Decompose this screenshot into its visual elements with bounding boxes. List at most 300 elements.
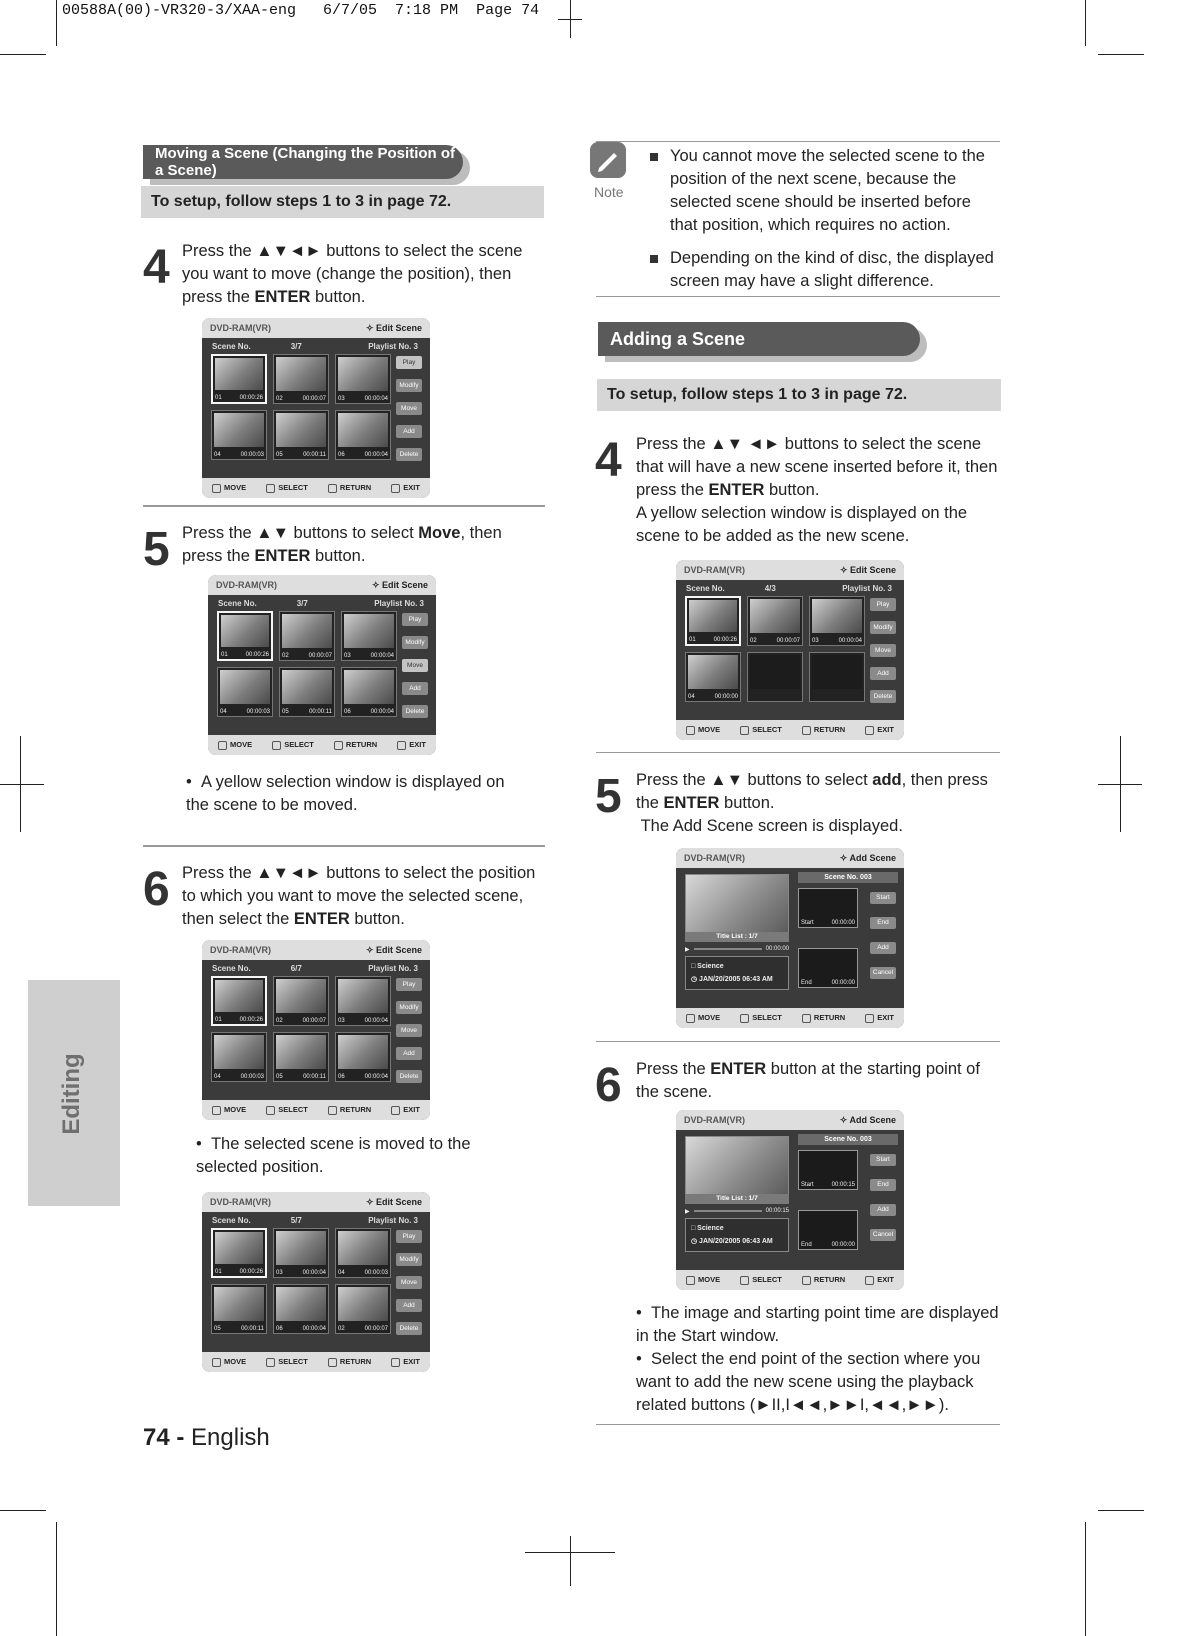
add-scene-screen (676, 848, 904, 1028)
step-text: Press the ▲▼◄► buttons to select the scene you want to move (change the position), then press the ENTER button. (182, 242, 523, 306)
scene-index: 03 (338, 396, 345, 402)
thumbnail-image (282, 614, 332, 648)
disc-type: DVD-RAM(VR) (210, 945, 271, 955)
step-number: 6 (143, 863, 170, 916)
window-label: End (801, 980, 812, 986)
screen-menu (396, 1230, 422, 1345)
registration-mark (558, 19, 582, 20)
playlist-no: Playlist No. 3 (374, 599, 424, 608)
scene-no-label: Scene No. (212, 1216, 251, 1225)
menu-option: Delete (402, 705, 428, 718)
thumbnail-image (282, 670, 332, 704)
scene-thumbnail (335, 976, 391, 1026)
scene-count: 3/7 (296, 599, 308, 608)
scene-duration: 00:00:04 (370, 709, 394, 715)
menu-option: Delete (396, 1322, 422, 1335)
menu-option: Add (870, 667, 896, 680)
scene-duration: 00:00:11 (241, 1326, 264, 1332)
scene-index: 03 (344, 653, 351, 659)
menu-option: Cancel (870, 1229, 896, 1241)
scene-duration: 00:00:04 (370, 653, 394, 659)
scene-index: 02 (282, 653, 289, 659)
scene-duration: 00:00:04 (302, 1270, 326, 1276)
note-item: You cannot move the selected scene to the position of the next scene, because the selected scene should be inserted before that position, which requires no action. (646, 145, 1002, 237)
playlist-no: Playlist No. 3 (368, 1216, 418, 1225)
footer-hint: MOVE (212, 1357, 246, 1367)
window-label: Start (801, 920, 814, 926)
playlist-no: Playlist No. 3 (368, 342, 418, 351)
screen-menu (870, 892, 896, 992)
scene-index: 06 (276, 1326, 283, 1332)
thumbnail-image (214, 1035, 264, 1069)
disc-type: DVD-RAM(VR) (684, 1115, 745, 1125)
footer-hint: SELECT (266, 483, 308, 493)
scene-index: 02 (338, 1326, 345, 1332)
setup-bar: To setup, follow steps 1 to 3 in page 72. (141, 186, 544, 218)
thumbnail-caption (689, 637, 737, 643)
scene-thumbnail (279, 667, 335, 717)
menu-option: Add (396, 1047, 422, 1060)
divider (596, 1041, 1000, 1042)
thumbnail-grid (211, 1228, 391, 1334)
window-caption (801, 1242, 855, 1248)
scene-duration: 00:00:03 (246, 709, 270, 715)
scene-duration: 00:00:03 (364, 1270, 388, 1276)
remote-key-icon (391, 1358, 400, 1367)
remote-key-icon (686, 726, 695, 735)
title-date: ◷ JAN/20/2005 06:43 AM (691, 1238, 773, 1245)
menu-option: Delete (396, 448, 422, 461)
scene-index: 06 (338, 1074, 345, 1080)
scene-index: 01 (215, 1017, 222, 1023)
bullet-note: • A yellow selection window is displayed on the scene to be moved. (186, 773, 505, 814)
footer-hint: RETURN (328, 1105, 371, 1115)
screen-title: ✧ Add Scene (839, 1114, 896, 1125)
scene-index: 01 (215, 395, 222, 401)
remote-key-icon (334, 741, 343, 750)
scene-window (798, 888, 858, 928)
thumbnail-image (688, 655, 738, 689)
menu-option: Play (396, 356, 422, 369)
window-label: Start (801, 1182, 814, 1188)
thumbnail-image (276, 413, 326, 447)
thumbnail-caption (338, 396, 388, 402)
menu-option: Modify (870, 621, 896, 634)
bullet-note: • The selected scene is moved to the selected position. (196, 1135, 471, 1176)
remote-key-icon (740, 1014, 749, 1023)
scene-number: Scene No. 003 (798, 1134, 898, 1145)
scene-thumbnail (341, 611, 397, 661)
scene-thumbnail (279, 611, 335, 661)
remote-key-icon (802, 1014, 811, 1023)
menu-option: Play (870, 598, 896, 611)
scene-index: 05 (276, 1074, 283, 1080)
screen-menu (870, 1154, 896, 1254)
scene-thumbnail (335, 1284, 391, 1334)
footer-hint: RETURN (334, 740, 377, 750)
step-number: 5 (143, 523, 170, 576)
screen-title-bar (676, 560, 904, 580)
thumbnail-image (214, 413, 264, 447)
thumbnail-caption (214, 452, 264, 458)
disc-type: DVD-RAM(VR) (684, 853, 745, 863)
crop-mark (1098, 1510, 1144, 1511)
screen-footer (202, 1352, 430, 1372)
scene-window (798, 1210, 858, 1250)
remote-key-icon (218, 741, 227, 750)
scene-thumbnail (335, 410, 391, 460)
crop-mark (56, 1522, 57, 1636)
footer-hint: MOVE (212, 1105, 246, 1115)
thumbnail-image (215, 980, 263, 1012)
thumbnail-caption (276, 1270, 326, 1276)
scene-thumbnail (809, 596, 865, 646)
scene-duration: 00:00:26 (239, 395, 263, 401)
menu-option: Delete (870, 690, 896, 703)
scene-count: 6/7 (290, 964, 302, 973)
scene-duration: 00:00:04 (364, 1074, 388, 1080)
footer-hint: EXIT (391, 1357, 420, 1367)
screen-footer (202, 1100, 430, 1120)
registration-mark (0, 784, 44, 785)
thumbnail-image (344, 670, 394, 704)
window-caption (801, 1182, 855, 1188)
window-time: 00:00:00 (831, 980, 855, 986)
screen-title-bar (202, 318, 430, 338)
scene-thumbnail (685, 652, 741, 702)
footer-hint: MOVE (212, 483, 246, 493)
remote-key-icon (272, 741, 281, 750)
footer-hint: RETURN (802, 1275, 845, 1285)
bullet-list (636, 1302, 1000, 1417)
scene-index: 03 (276, 1270, 283, 1276)
menu-option: Move (402, 659, 428, 672)
thumbnail-image (344, 614, 394, 648)
section-banner: Adding a Scene (598, 322, 920, 356)
scene-thumbnail (211, 1228, 267, 1278)
window-label: End (801, 1242, 812, 1248)
thumbnail-caption (688, 694, 738, 700)
thumbnail-caption (276, 1074, 326, 1080)
remote-key-icon (802, 1276, 811, 1285)
screen-menu (870, 598, 896, 713)
screen-footer (676, 720, 904, 740)
footer-hint: RETURN (802, 1013, 845, 1023)
thumbnail-caption (215, 1269, 263, 1275)
footer-hint: MOVE (218, 740, 252, 750)
thumbnail-image (338, 1231, 388, 1265)
disc-type: DVD-RAM(VR) (216, 580, 277, 590)
scene-duration: 00:00:26 (245, 652, 269, 658)
scene-duration: 00:00:07 (776, 638, 800, 644)
thumbnail-caption (338, 1326, 388, 1332)
scene-index: 01 (689, 637, 696, 643)
menu-option: Add (870, 1204, 896, 1216)
scene-thumbnail (335, 1228, 391, 1278)
scene-thumbnail (217, 667, 273, 717)
screen-title: ✧ Add Scene (839, 852, 896, 863)
step-text: Press the ▲▼ ◄► buttons to select the scene that will have a new scene inserted before it, then press the ENTER button. A yellow selection window is displayed on the scene to be added as the new scene. (636, 435, 998, 545)
scene-duration: 00:00:26 (239, 1269, 263, 1275)
menu-option: Play (396, 978, 422, 991)
bullet-item: • The image and starting point time are displayed in the Start window. (636, 1304, 999, 1345)
scene-duration: 00:00:00 (714, 694, 738, 700)
thumbnail-image (812, 655, 862, 689)
scene-thumbnail (341, 667, 397, 717)
edit-scene-screen (202, 940, 430, 1120)
remote-key-icon (212, 1358, 221, 1367)
step-number: 5 (595, 770, 622, 823)
crop-mark (1098, 54, 1144, 55)
remote-key-icon (740, 726, 749, 735)
thumbnail-caption (276, 1018, 326, 1024)
remote-key-icon (266, 1106, 275, 1115)
scene-duration: 00:00:07 (364, 1326, 388, 1332)
remote-key-icon (802, 726, 811, 735)
note-pencil-icon (590, 142, 626, 178)
scene-thumbnail (335, 354, 391, 404)
thumbnail-image (276, 979, 326, 1013)
scene-thumbnail (809, 652, 865, 702)
menu-option: Modify (396, 1253, 422, 1266)
footer-hint: SELECT (740, 1013, 782, 1023)
menu-option: Move (870, 644, 896, 657)
menu-option: Move (396, 1024, 422, 1037)
scene-thumbnail (211, 976, 267, 1026)
scene-index: 02 (750, 638, 757, 644)
remote-key-icon (865, 1014, 874, 1023)
title-info (685, 1218, 789, 1252)
scene-no-label: Scene No. (212, 964, 251, 973)
thumbnail-caption (282, 709, 332, 715)
menu-option: Play (396, 1230, 422, 1243)
scene-duration: 00:00:04 (302, 1326, 326, 1332)
scene-index: 01 (221, 652, 228, 658)
scene-index: 01 (215, 1269, 222, 1275)
thumbnail-caption (221, 652, 269, 658)
screen-footer (208, 735, 436, 755)
scene-duration: 00:00:07 (308, 653, 332, 659)
footer-hint: SELECT (740, 725, 782, 735)
screen-menu (396, 978, 422, 1093)
screen-footer (676, 1270, 904, 1290)
remote-key-icon (328, 1358, 337, 1367)
scene-thumbnail (211, 1284, 267, 1334)
remote-key-icon (391, 1106, 400, 1115)
scene-info (686, 584, 892, 593)
scene-no-label: Scene No. (212, 342, 251, 351)
window-caption (801, 980, 855, 986)
remote-key-icon (328, 484, 337, 493)
step-number: 6 (595, 1059, 622, 1112)
footer-hint: EXIT (391, 1105, 420, 1115)
play-icon: ▶ (685, 946, 690, 953)
screen-title-bar (202, 1192, 430, 1212)
remote-key-icon (391, 484, 400, 493)
note-label: Note (594, 184, 624, 200)
footer-hint: RETURN (328, 483, 371, 493)
edit-scene-screen (676, 560, 904, 740)
menu-option: Add (402, 682, 428, 695)
title-list: Title List : 1/7 (685, 932, 789, 942)
scene-window (798, 1150, 858, 1190)
screen-title-bar (676, 848, 904, 868)
footer-hint: EXIT (397, 740, 426, 750)
crop-mark (1085, 0, 1086, 46)
thumbnail-caption (750, 638, 800, 644)
scene-no-label: Scene No. (686, 584, 725, 593)
menu-option: Add (870, 942, 896, 954)
crop-mark (0, 1510, 46, 1511)
menu-option: End (870, 917, 896, 929)
scene-index: 04 (338, 1270, 345, 1276)
footer-hint: SELECT (272, 740, 314, 750)
title-date: ◷ JAN/20/2005 06:43 AM (691, 976, 773, 983)
screen-footer (676, 1008, 904, 1028)
bullet-item: • Select the end point of the section where you want to add the new scene using the playback related buttons (►II,I◄◄,►►I,◄◄,►►). (636, 1350, 981, 1414)
divider (596, 141, 1000, 142)
section-tab-label: Editing (58, 1053, 85, 1135)
footer-hint: SELECT (740, 1275, 782, 1285)
playback-bar (685, 1207, 789, 1215)
scene-index: 03 (812, 638, 819, 644)
step-text: Press the ▲▼ buttons to select add, then press the ENTER button. The Add Scene screen is displayed. (636, 771, 988, 835)
disc-type: DVD-RAM(VR) (210, 1197, 271, 1207)
thumbnail-grid (217, 611, 397, 717)
scene-info (212, 342, 418, 351)
page-number: 74 - English (143, 1424, 270, 1451)
scene-thumbnail (273, 410, 329, 460)
scene-index: 06 (338, 452, 345, 458)
scene-index: 03 (338, 1018, 345, 1024)
playback-time: 00:00:15 (765, 1208, 789, 1214)
menu-option: Start (870, 1154, 896, 1166)
scene-thumbnail (273, 976, 329, 1026)
thumbnail-image (338, 1035, 388, 1069)
playlist-no: Playlist No. 3 (842, 584, 892, 593)
thumbnail-caption (338, 1018, 388, 1024)
thumbnail-image (215, 1232, 263, 1264)
scene-count: 3/7 (290, 342, 302, 351)
scene-index: 05 (282, 709, 289, 715)
scene-thumbnail (273, 1284, 329, 1334)
thumbnail-image (221, 615, 269, 647)
scene-thumbnail (747, 596, 803, 646)
scene-duration: 00:00:04 (838, 638, 862, 644)
playlist-no: Playlist No. 3 (368, 964, 418, 973)
remote-key-icon (266, 484, 275, 493)
scene-duration: 00:00:03 (240, 1074, 264, 1080)
menu-option: Move (396, 1276, 422, 1289)
add-scene-screen (676, 1110, 904, 1290)
print-header: 00588A(00)-VR320-3/XAA-eng 6/7/05 7:18 PM Page 74 (62, 2, 540, 19)
scene-duration: 00:00:04 (364, 452, 388, 458)
footer-hint: MOVE (686, 1275, 720, 1285)
scene-index: 04 (214, 452, 221, 458)
thumbnail-image (220, 670, 270, 704)
menu-option: Add (396, 425, 422, 438)
screen-menu (402, 613, 428, 728)
scene-thumbnail (211, 354, 267, 404)
footer-hint: SELECT (266, 1105, 308, 1115)
screen-title-bar (202, 940, 430, 960)
thumbnail-image (214, 1287, 264, 1321)
screen-title: ✧ Edit Scene (371, 579, 428, 590)
remote-key-icon (212, 484, 221, 493)
scene-thumbnail (273, 354, 329, 404)
scene-info (212, 1216, 418, 1225)
progress-track (694, 1210, 762, 1212)
scene-info (218, 599, 424, 608)
thumbnail-image (338, 413, 388, 447)
thumbnail-caption (214, 1326, 264, 1332)
divider (143, 845, 545, 847)
crop-mark (1085, 1522, 1086, 1636)
thumbnail-image (215, 358, 263, 390)
scene-index: 04 (688, 694, 695, 700)
menu-option: Modify (396, 1001, 422, 1014)
scene-thumbnail (685, 596, 741, 646)
footer-hint: EXIT (391, 483, 420, 493)
scene-duration: 00:00:11 (303, 1074, 326, 1080)
thumbnail-image (276, 1287, 326, 1321)
scene-duration: 00:00:11 (303, 452, 326, 458)
screen-title: ✧ Edit Scene (839, 564, 896, 575)
divider (143, 505, 545, 507)
scene-thumbnail (747, 652, 803, 702)
thumbnail-caption (338, 452, 388, 458)
thumbnail-image (812, 599, 862, 633)
scene-duration: 00:00:07 (302, 396, 326, 402)
edit-scene-screen (202, 1192, 430, 1372)
divider (596, 296, 1000, 297)
menu-option: Cancel (870, 967, 896, 979)
thumbnail-caption (276, 452, 326, 458)
scene-index: 02 (276, 1018, 283, 1024)
screen-menu (396, 356, 422, 471)
scene-duration: 00:00:03 (240, 452, 264, 458)
scene-thumbnail (273, 1032, 329, 1082)
crop-mark (0, 54, 46, 55)
screen-title: ✧ Edit Scene (365, 1196, 422, 1207)
screen-title-bar (208, 575, 436, 595)
thumbnail-image (750, 599, 800, 633)
thumbnail-image (338, 1287, 388, 1321)
footer-hint: SELECT (266, 1357, 308, 1367)
thumbnail-image (276, 1231, 326, 1265)
thumbnail-caption (214, 1074, 264, 1080)
disc-type: DVD-RAM(VR) (684, 565, 745, 575)
thumbnail-caption (276, 396, 326, 402)
scene-thumbnail (335, 1032, 391, 1082)
remote-key-icon (266, 1358, 275, 1367)
remote-key-icon (686, 1276, 695, 1285)
menu-option: Modify (402, 636, 428, 649)
footer-hint: EXIT (865, 1013, 894, 1023)
thumbnail-image (276, 357, 326, 391)
scene-index: 02 (276, 396, 283, 402)
footer-hint: EXIT (865, 1275, 894, 1285)
footer-hint: RETURN (328, 1357, 371, 1367)
screen-title: ✧ Edit Scene (365, 944, 422, 955)
playback-bar (685, 945, 789, 953)
thumbnail-caption (220, 709, 270, 715)
scene-count: 4/3 (764, 584, 776, 593)
title-list: Title List : 1/7 (685, 1194, 789, 1204)
menu-option: Delete (396, 1070, 422, 1083)
thumbnail-caption (338, 1270, 388, 1276)
section-banner: Moving a Scene (Changing the Position of a Scene) (143, 145, 463, 179)
